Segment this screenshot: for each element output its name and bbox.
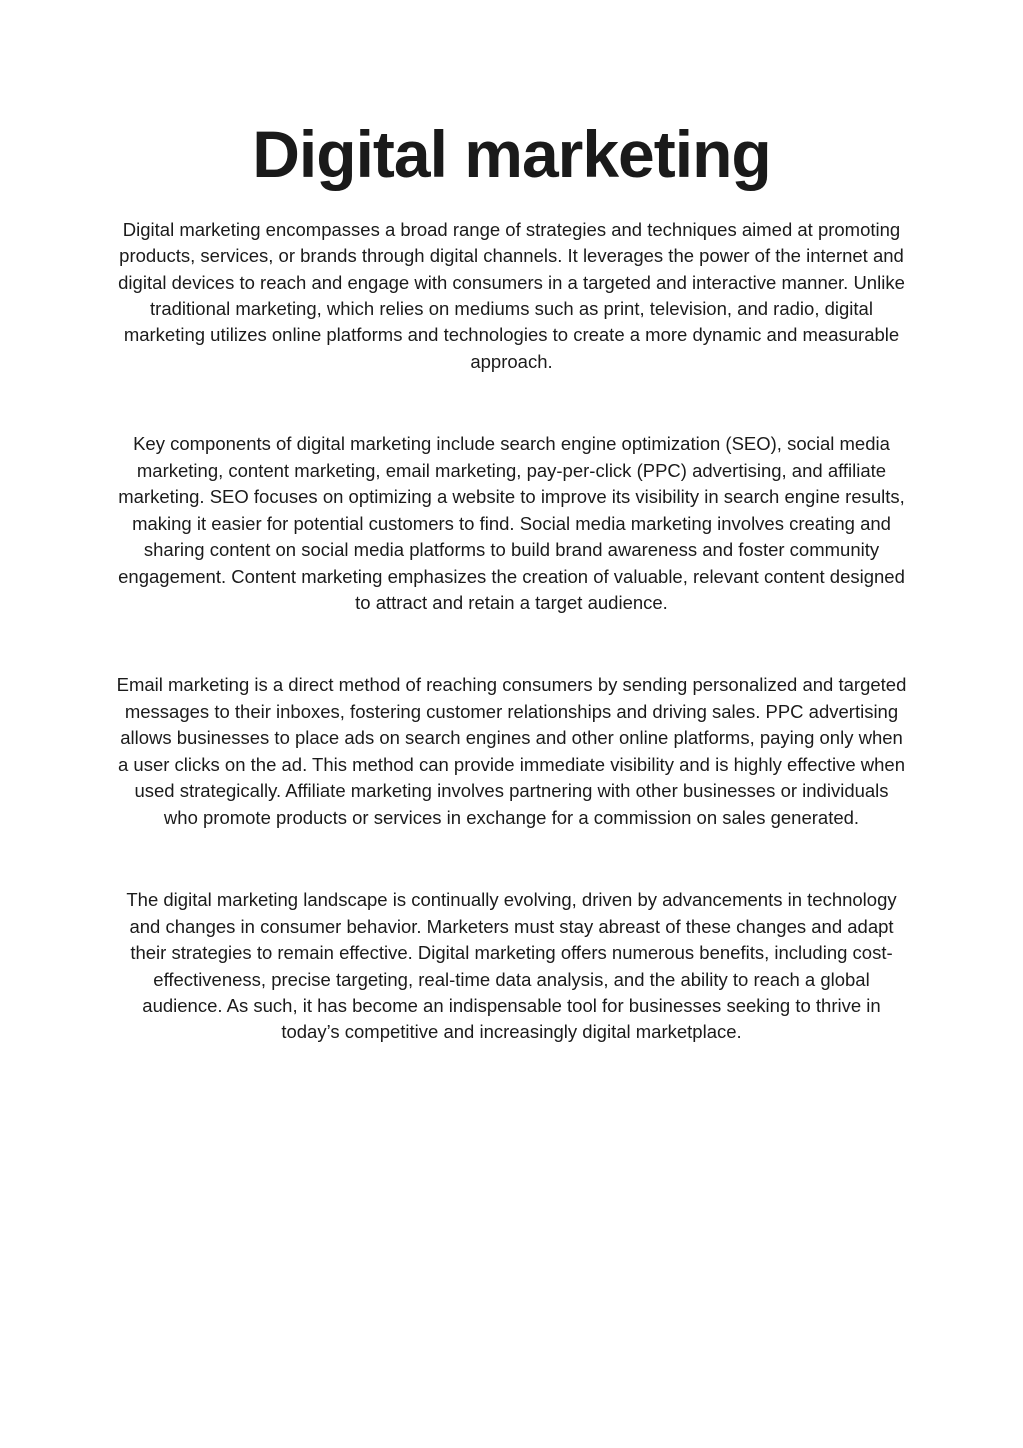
paragraph-key-components: Key components of digital marketing include search engine optimization (SEO), social media marketing, content marketing, email marketing, pay-per-click (PPC) advertising, and affiliate marketing. SEO focuses on optimizing a website to improve its visibility in search engine results, making it easier for potential customers to find. Social media marketing involves creating and sharing content on social media platforms to build brand awareness and foster community engagement. Content marketing emphasizes the creation of valuable, relevant content designed to attract and retain a target audience. xyxy=(118,433,905,614)
document-body xyxy=(116,217,908,1046)
paragraph-landscape-conclusion: The digital marketing landscape is continually evolving, driven by advancements in technology and changes in consumer behavior. Marketers must stay abreast of these changes and adapt their strategies to remain effective. Digital marketing offers numerous benefits, including cost-effectiveness, precise targeting, real-time data analysis, and the ability to reach a global audience. As such, it has become an indispensable tool for businesses seeking to thrive in today’s competitive and increasingly digital marketplace. xyxy=(126,889,897,1043)
paragraph-intro: Digital marketing encompasses a broad range of strategies and techniques aimed at promoting products, services, or brands through digital channels. It leverages the power of the internet and digital devices to reach and engage with consumers in a targeted and interactive manner. Unlike traditional marketing, which relies on mediums such as print, television, and radio, digital marketing utilizes online platforms and technologies to create a more dynamic and measurable approach. xyxy=(118,218,905,372)
page-title: Digital marketing xyxy=(252,117,771,191)
paragraph-email-ppc-affiliate: Email marketing is a direct method of reaching consumers by sending personalized and targeted messages to their inboxes, fostering customer relationships and driving sales. PPC advertising allows businesses to place ads on search engines and other online platforms, paying only when a user clicks on the ad. This method can provide immediate visibility and is highly effective when used strategically. Affiliate marketing involves partnering with other businesses or individuals who promote products or services in exchange for a commission on sales generated. xyxy=(116,674,907,828)
